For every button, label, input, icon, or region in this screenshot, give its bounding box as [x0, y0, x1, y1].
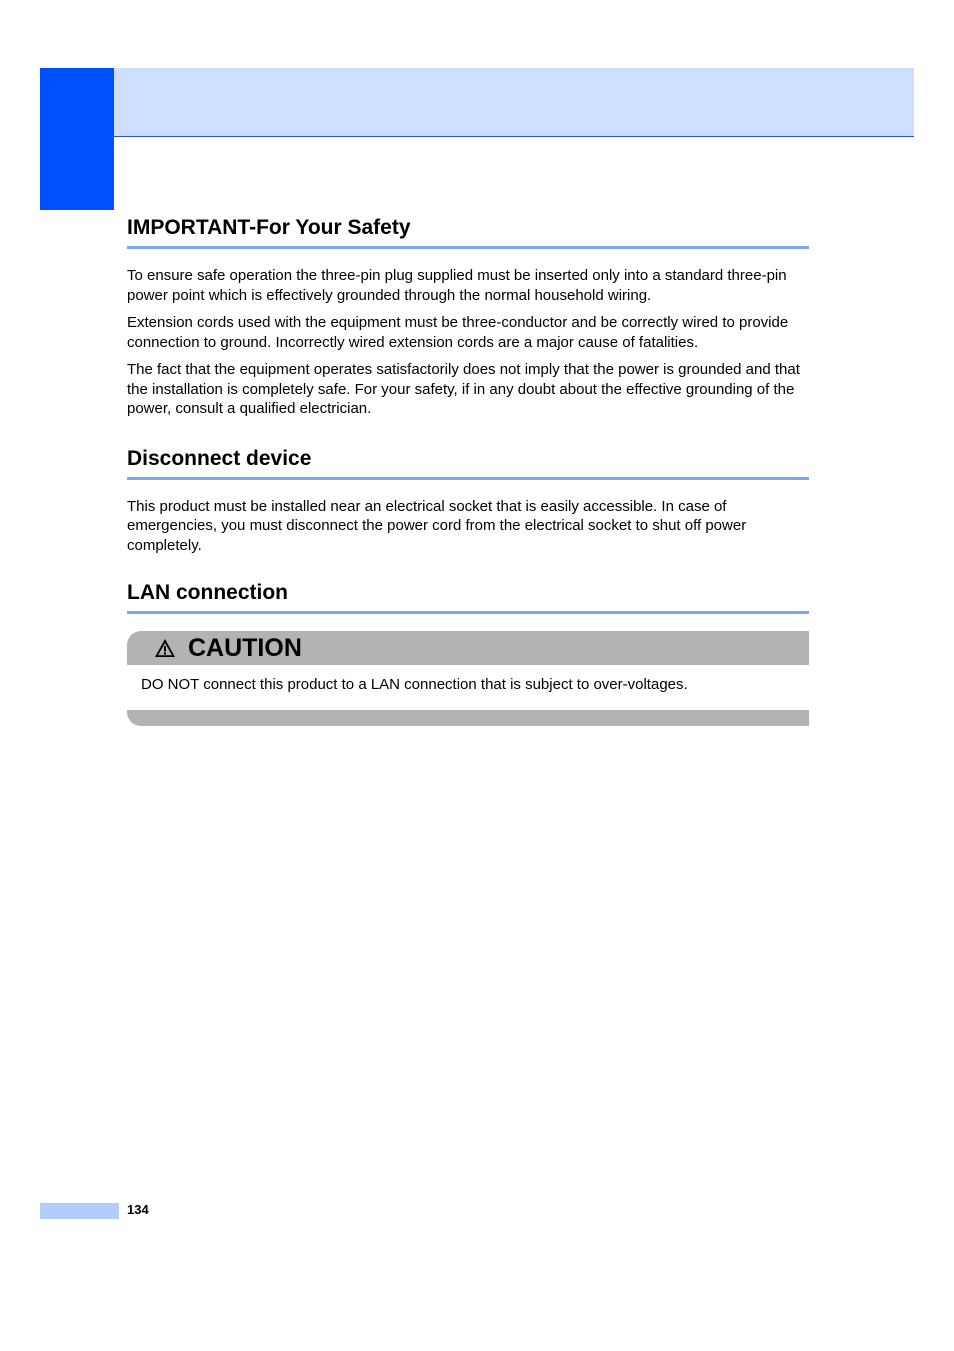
- caution-box: [127, 631, 809, 726]
- warning-triangle-icon: [154, 638, 176, 658]
- section-disconnect-device: [127, 445, 809, 556]
- section-heading: LAN connection: [127, 579, 809, 614]
- header-band: [114, 68, 914, 137]
- section-important-safety: [127, 214, 809, 419]
- footer-bar: [40, 1203, 119, 1219]
- paragraph: To ensure safe operation the three-pin plug supplied must be inserted only into a standard three-pin power point which is effectively grounded through the normal household wiring.: [127, 267, 787, 304]
- caution-header: [127, 631, 809, 665]
- page-content: [127, 214, 809, 726]
- paragraph: This product must be installed near an electrical socket that is easily accessible. In case of emergencies, you must disconnect the power cord from the electrical socket to shut off power completely.: [127, 497, 747, 554]
- paragraph: The fact that the equipment operates satisfactorily does not imply that the power is grounded and that the installation is completely safe. For your safety, if in any doubt about the effective grounding of the power, consult a qualified electrician.: [127, 361, 800, 417]
- section-heading: IMPORTANT-For Your Safety: [127, 214, 809, 249]
- caution-text: DO NOT connect this product to a LAN connection that is subject to over-voltages.: [141, 676, 688, 693]
- section-heading: Disconnect device: [127, 445, 809, 480]
- caution-footer: [127, 710, 809, 726]
- section-lan-connection: [127, 579, 809, 726]
- paragraph: Extension cords used with the equipment must be three-conductor and be correctly wired to provide connection to ground. Incorrectly wired extension cords are a major cause of fatalities.: [127, 314, 789, 351]
- chapter-tab: [40, 68, 114, 210]
- caution-title: CAUTION: [188, 634, 302, 662]
- page-number: 134: [127, 1202, 149, 1217]
